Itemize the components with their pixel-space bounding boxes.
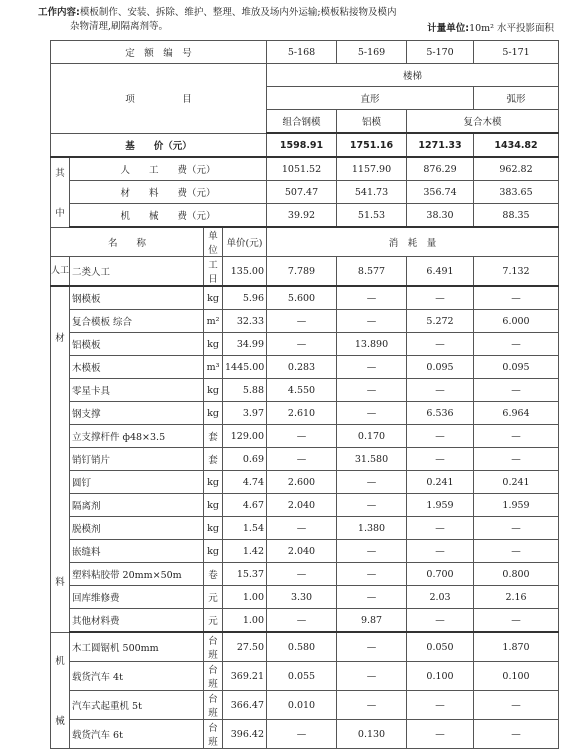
material-price: 4.74: [223, 471, 267, 494]
material-unit: 套: [204, 425, 223, 448]
material-price: 1445.00: [223, 356, 267, 379]
quota-table: [50, 40, 559, 749]
material-value: —: [474, 540, 559, 563]
material-row: [51, 402, 559, 425]
machine-value: 0.100: [474, 662, 559, 691]
col-unit: 单位: [204, 227, 223, 257]
material-row: [51, 448, 559, 471]
type-cell: 铝模: [337, 110, 407, 134]
material-value: 1.959: [474, 494, 559, 517]
material-value: —: [407, 379, 474, 402]
group-label: 楼梯: [267, 64, 559, 87]
material-name: 嵌缝料: [70, 540, 204, 563]
material-value: 2.040: [267, 494, 337, 517]
base-label: 基 价（元）: [51, 133, 267, 157]
material-name: 圆钉: [70, 471, 204, 494]
cost-value: 38.30: [407, 204, 474, 228]
base-cell: 1434.82: [474, 133, 559, 157]
base-cell: 1751.16: [337, 133, 407, 157]
material-row: [51, 286, 559, 310]
material-name: 立支撑杆件 ф48×3.5: [70, 425, 204, 448]
col-name: 名 称: [51, 227, 204, 257]
base-cell: 1271.33: [407, 133, 474, 157]
labor-unit: 工日: [204, 257, 223, 287]
machine-value: —: [267, 720, 337, 749]
material-value: 6.000: [474, 310, 559, 333]
base-cell: 1598.91: [267, 133, 337, 157]
machine-price: 396.42: [223, 720, 267, 749]
material-value: 2.040: [267, 540, 337, 563]
material-value: 13.890: [337, 333, 407, 356]
material-value: 0.700: [407, 563, 474, 586]
labor-side: 人工: [51, 257, 70, 287]
machine-value: —: [407, 720, 474, 749]
machine-value: 0.580: [267, 632, 337, 662]
material-row: [51, 310, 559, 333]
material-price: 1.42: [223, 540, 267, 563]
material-row: [51, 517, 559, 540]
material-name: 复合模板 综合: [70, 310, 204, 333]
code-cell: 5-170: [407, 41, 474, 64]
material-price: 0.69: [223, 448, 267, 471]
material-price: 129.00: [223, 425, 267, 448]
machine-price: 27.50: [223, 632, 267, 662]
material-price: 15.37: [223, 563, 267, 586]
material-unit: 元: [204, 609, 223, 633]
cost-value: 1157.90: [337, 157, 407, 181]
material-value: —: [267, 609, 337, 633]
material-row: [51, 494, 559, 517]
col-price: 单价(元): [223, 227, 267, 257]
item-label: 项 目: [51, 64, 267, 134]
material-value: —: [337, 471, 407, 494]
material-value: 1.959: [407, 494, 474, 517]
machine-unit: 台班: [204, 691, 223, 720]
material-name: 销钉销片: [70, 448, 204, 471]
code-row: [51, 41, 559, 64]
material-value: —: [474, 609, 559, 633]
code-cell: 5-168: [267, 41, 337, 64]
machine-name: 汽车式起重机 5t: [70, 691, 204, 720]
material-value: —: [407, 333, 474, 356]
cost-value: 88.35: [474, 204, 559, 228]
cost-label: 材 料 费（元）: [70, 181, 267, 204]
material-value: 9.87: [337, 609, 407, 633]
material-value: 1.380: [337, 517, 407, 540]
material-row: [51, 333, 559, 356]
machine-value: 1.870: [474, 632, 559, 662]
cost-row: [51, 204, 559, 228]
machine-row: [51, 720, 559, 749]
labor-row: [51, 257, 559, 287]
material-value: 0.241: [474, 471, 559, 494]
machine-name: 木工圆锯机 500mm: [70, 632, 204, 662]
material-value: —: [407, 425, 474, 448]
code-label: 定 额 编 号: [51, 41, 267, 64]
work-line-2: 杂物清理,刷隔离剂等。: [70, 21, 169, 32]
material-value: —: [337, 379, 407, 402]
material-unit: kg: [204, 402, 223, 425]
material-row: [51, 586, 559, 609]
material-value: —: [267, 517, 337, 540]
material-value: —: [267, 425, 337, 448]
material-value: —: [474, 333, 559, 356]
cost-value: 962.82: [474, 157, 559, 181]
labor-price: 135.00: [223, 257, 267, 287]
material-value: —: [407, 448, 474, 471]
qizhong-side: [51, 157, 70, 227]
machine-row: [51, 662, 559, 691]
material-value: —: [337, 494, 407, 517]
labor-value: 8.577: [337, 257, 407, 287]
type-cell: 复合木模: [407, 110, 559, 134]
column-header-row: [51, 227, 559, 257]
material-side-char: 材: [55, 333, 65, 345]
machine-value: 0.050: [407, 632, 474, 662]
type-cell: 组合钢模: [267, 110, 337, 134]
machine-side-char: 机: [55, 656, 65, 668]
cost-value: 876.29: [407, 157, 474, 181]
machine-value: —: [337, 662, 407, 691]
material-unit: 卷: [204, 563, 223, 586]
material-value: —: [267, 448, 337, 471]
labor-value: 7.789: [267, 257, 337, 287]
machine-side: [51, 632, 70, 749]
machine-value: —: [407, 691, 474, 720]
material-name: 回库维修费: [70, 586, 204, 609]
material-value: 0.095: [474, 356, 559, 379]
material-value: —: [337, 402, 407, 425]
cost-value: 1051.52: [267, 157, 337, 181]
material-value: —: [267, 563, 337, 586]
machine-value: —: [337, 691, 407, 720]
machine-row: [51, 691, 559, 720]
material-value: —: [267, 333, 337, 356]
machine-name: 载货汽车 4t: [70, 662, 204, 691]
material-name: 塑料粘胶带 20mm×50m: [70, 563, 204, 586]
material-value: 6.536: [407, 402, 474, 425]
cost-row: [51, 181, 559, 204]
material-value: —: [337, 563, 407, 586]
material-price: 1.00: [223, 586, 267, 609]
material-unit: kg: [204, 333, 223, 356]
machine-value: 0.130: [337, 720, 407, 749]
material-value: 2.16: [474, 586, 559, 609]
material-price: 4.67: [223, 494, 267, 517]
material-unit: kg: [204, 286, 223, 310]
material-name: 零星卡具: [70, 379, 204, 402]
unit-value: 10m² 水平投影面积: [469, 23, 554, 34]
group-row: [51, 64, 559, 87]
material-price: 5.96: [223, 286, 267, 310]
material-name: 其他材料费: [70, 609, 204, 633]
material-value: —: [267, 310, 337, 333]
cost-value: 51.53: [337, 204, 407, 228]
material-name: 钢模板: [70, 286, 204, 310]
material-unit: m³: [204, 356, 223, 379]
material-price: 5.88: [223, 379, 267, 402]
qizhong-char: 其: [55, 168, 65, 180]
machine-row: [51, 632, 559, 662]
material-value: 3.30: [267, 586, 337, 609]
work-line-1: 模板制作、安装、拆除、维护、整理、堆放及场内外运输;模板粘接物及模内: [79, 7, 397, 18]
material-row: [51, 563, 559, 586]
material-price: 32.33: [223, 310, 267, 333]
material-value: —: [337, 356, 407, 379]
material-price: 1.54: [223, 517, 267, 540]
material-unit: 套: [204, 448, 223, 471]
material-name: 隔离剂: [70, 494, 204, 517]
cost-label: 机 械 费（元）: [70, 204, 267, 228]
labor-value: 6.491: [407, 257, 474, 287]
machine-price: 366.47: [223, 691, 267, 720]
material-value: 31.580: [337, 448, 407, 471]
material-row: [51, 471, 559, 494]
material-value: —: [474, 286, 559, 310]
material-value: 6.964: [474, 402, 559, 425]
base-price-row: [51, 133, 559, 157]
material-value: —: [474, 379, 559, 402]
material-name: 木模板: [70, 356, 204, 379]
material-unit: 元: [204, 586, 223, 609]
material-value: —: [337, 286, 407, 310]
material-value: 2.610: [267, 402, 337, 425]
material-unit: kg: [204, 379, 223, 402]
labor-name: 二类人工: [70, 257, 204, 287]
material-side: [51, 286, 70, 632]
material-value: —: [407, 286, 474, 310]
material-value: 0.170: [337, 425, 407, 448]
col-consume: 消 耗 量: [267, 227, 559, 257]
material-value: —: [407, 517, 474, 540]
material-row: [51, 540, 559, 563]
machine-value: —: [337, 632, 407, 662]
material-price: 3.97: [223, 402, 267, 425]
material-value: —: [337, 310, 407, 333]
labor-value: 7.132: [474, 257, 559, 287]
material-value: 4.550: [267, 379, 337, 402]
material-unit: kg: [204, 471, 223, 494]
machine-unit: 台班: [204, 632, 223, 662]
material-value: 0.283: [267, 356, 337, 379]
material-unit: kg: [204, 517, 223, 540]
material-value: 2.03: [407, 586, 474, 609]
code-cell: 5-169: [337, 41, 407, 64]
material-value: —: [474, 448, 559, 471]
material-row: [51, 356, 559, 379]
material-value: —: [337, 586, 407, 609]
cost-label: 人 工 费（元）: [70, 157, 267, 181]
code-cell: 5-171: [474, 41, 559, 64]
material-price: 34.99: [223, 333, 267, 356]
machine-price: 369.21: [223, 662, 267, 691]
unit-label: 计量单位:: [427, 23, 470, 34]
material-value: 5.272: [407, 310, 474, 333]
material-unit: m²: [204, 310, 223, 333]
machine-value: —: [474, 691, 559, 720]
cost-value: 383.65: [474, 181, 559, 204]
cost-value: 356.74: [407, 181, 474, 204]
material-row: [51, 379, 559, 402]
machine-side-char: 械: [55, 716, 65, 728]
material-value: —: [337, 540, 407, 563]
machine-value: 0.100: [407, 662, 474, 691]
machine-unit: 台班: [204, 662, 223, 691]
material-price: 1.00: [223, 609, 267, 633]
material-value: —: [407, 609, 474, 633]
measure-unit: [427, 20, 554, 34]
cost-row: [51, 157, 559, 181]
material-unit: kg: [204, 540, 223, 563]
cost-value: 507.47: [267, 181, 337, 204]
machine-unit: 台班: [204, 720, 223, 749]
sub-arc: 弧形: [474, 87, 559, 110]
material-name: 钢支撑: [70, 402, 204, 425]
material-row: [51, 425, 559, 448]
material-name: 铝模板: [70, 333, 204, 356]
cost-value: 39.92: [267, 204, 337, 228]
machine-value: 0.010: [267, 691, 337, 720]
material-unit: kg: [204, 494, 223, 517]
material-side-char: 料: [55, 577, 65, 589]
material-value: —: [474, 517, 559, 540]
material-value: 0.241: [407, 471, 474, 494]
machine-value: 0.055: [267, 662, 337, 691]
material-value: 5.600: [267, 286, 337, 310]
qizhong-char: 中: [55, 208, 65, 220]
machine-name: 载货汽车 6t: [70, 720, 204, 749]
cost-value: 541.73: [337, 181, 407, 204]
material-value: 0.800: [474, 563, 559, 586]
material-name: 脱模剂: [70, 517, 204, 540]
material-value: —: [474, 425, 559, 448]
sub-straight: 直形: [267, 87, 474, 110]
work-label: 工作内容:: [38, 7, 80, 18]
material-value: 0.095: [407, 356, 474, 379]
material-value: —: [407, 540, 474, 563]
table-body: [51, 41, 559, 749]
machine-value: —: [474, 720, 559, 749]
material-row: [51, 609, 559, 633]
material-value: 2.600: [267, 471, 337, 494]
